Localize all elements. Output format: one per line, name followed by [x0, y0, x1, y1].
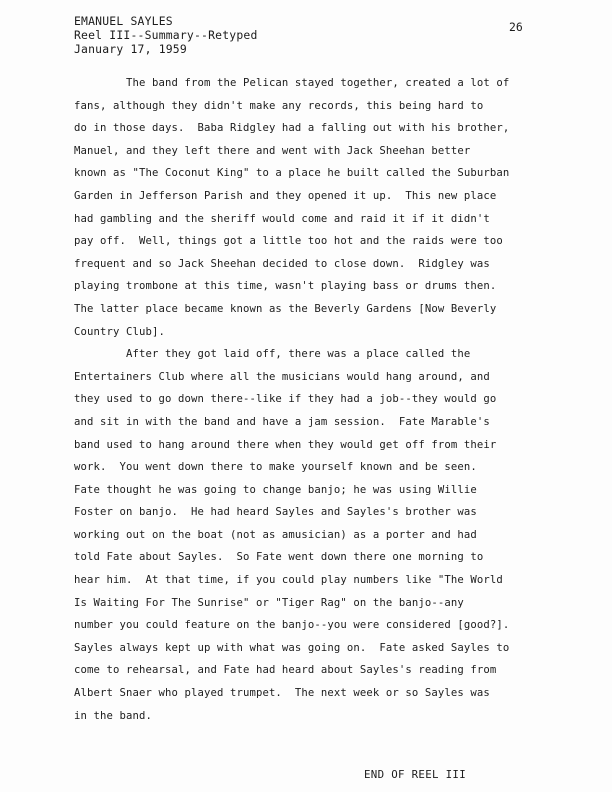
text-line: in the band.	[74, 709, 152, 722]
text-line: they used to go down there--like if they had a job--they would go	[74, 393, 497, 406]
text-line: Garden in Jefferson Parish and they opened it up. This new place	[74, 189, 497, 202]
text-line: working out on the boat (not as amusician) as a porter and had	[74, 528, 477, 541]
text-line: had gambling and the sheriff would come and raid it if it didn't	[74, 212, 490, 225]
text-line: fans, although they didn't make any records, this being hard to	[74, 99, 484, 112]
interviewee-name: EMANUEL SAYLES	[74, 14, 173, 28]
text-line: Country Club].	[74, 325, 165, 338]
text-line: and sit in with the band and have a jam session. Fate Marable's	[74, 415, 490, 428]
text-line: band used to hang around there when they would get off from their	[74, 438, 497, 451]
text-line: come to rehearsal, and Fate had heard about Sayles's reading from	[74, 664, 497, 677]
text-line: Foster on banjo. He had heard Sayles and Sayles's brother was	[74, 506, 477, 519]
text-line: hear him. At that time, if you could play numbers like "The World	[74, 574, 503, 587]
text-line: Fate thought he was going to change banjo; he was using Willie	[74, 483, 477, 496]
end-of-reel-note: END OF REEL III	[364, 768, 467, 781]
text-line: told Fate about Sayles. So Fate went down there one morning to	[74, 551, 484, 564]
document-header	[74, 14, 258, 56]
text-line: known as "The Coconut King" to a place he built called the Suburban	[74, 167, 510, 180]
text-line: do in those days. Baba Ridgley had a falling out with his brother,	[74, 122, 510, 135]
text-line: number you could feature on the banjo--you were considered [good?].	[74, 619, 510, 632]
text-line: The latter place became known as the Beverly Gardens [Now Beverly	[74, 302, 497, 315]
text-line: Manuel, and they left there and went with Jack Sheehan better	[74, 144, 471, 157]
text-line: Albert Snaer who played trumpet. The next week or so Sayles was	[74, 687, 490, 700]
reel-summary-label: Reel III--Summary--Retyped	[74, 28, 258, 42]
text-line: Entertainers Club where all the musicians would hang around, and	[74, 370, 490, 383]
text-line: After they got laid off, there was a place called the	[74, 348, 471, 361]
interview-date: January 17, 1959	[74, 42, 187, 56]
summary-body	[74, 72, 574, 727]
page-number: 26	[509, 20, 523, 34]
text-line: work. You went down there to make yourself known and be seen.	[74, 461, 477, 474]
text-line: Is Waiting For The Sunrise" or "Tiger Rag" on the banjo--any	[74, 596, 464, 609]
text-line: playing trombone at this time, wasn't playing bass or drums then.	[74, 280, 497, 293]
text-line: frequent and so Jack Sheehan decided to close down. Ridgley was	[74, 257, 490, 270]
text-line: The band from the Pelican stayed together, created a lot of	[74, 77, 510, 89]
text-line: Sayles always kept up with what was going on. Fate asked Sayles to	[74, 641, 510, 654]
text-line: pay off. Well, things got a little too hot and the raids were too	[74, 235, 503, 248]
